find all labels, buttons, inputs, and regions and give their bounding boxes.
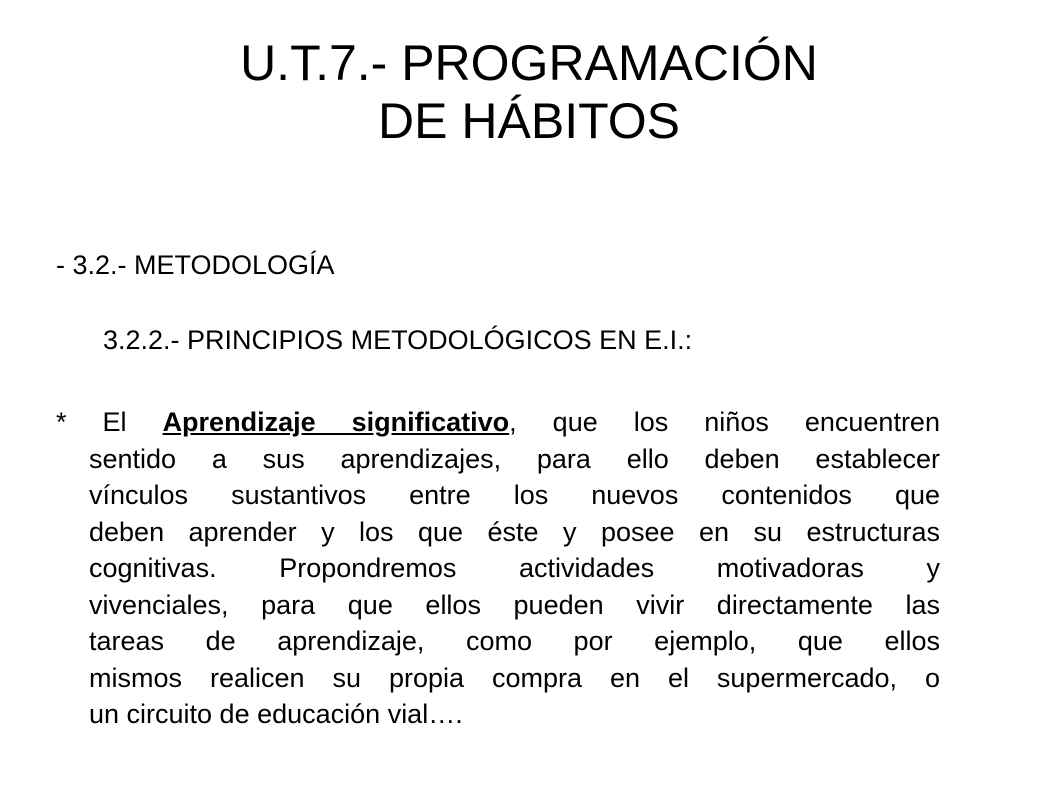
bullet-line-1 bbox=[56, 404, 940, 441]
section-heading: - 3.2.- METODOLOGÍA bbox=[56, 250, 335, 280]
key-term: Aprendizaje significativo bbox=[162, 407, 510, 437]
bullet-line-7: tareas de aprendizaje, como por ejemplo, que ellos bbox=[89, 626, 940, 656]
slide-title bbox=[0, 34, 1058, 150]
bullet-line-2: sentido a sus aprendizajes, para ello deben establecer bbox=[89, 443, 940, 474]
bullet-first-rest: , que los niños encuentren bbox=[509, 407, 940, 437]
bullet-line-5: cognitivas. Propondremos actividades motivadoras y bbox=[89, 553, 940, 583]
bullet-line-3: vínculos sustantivos entre los nuevos contenidos que bbox=[89, 480, 940, 510]
bullet-paragraph bbox=[56, 404, 940, 733]
bullet-line-4: deben aprender y los que éste y posee en su estructuras bbox=[89, 516, 940, 547]
bullet-prefix: * El bbox=[56, 407, 163, 437]
bullet-line-9: un circuito de educación vial…. bbox=[89, 699, 463, 729]
subsection-heading: 3.2.2.- PRINCIPIOS METODOLÓGICOS EN E.I.: bbox=[103, 325, 693, 355]
slide-title-line-2: DE HÁBITOS bbox=[378, 93, 680, 149]
slide-title-line-1: U.T.7.- PROGRAMACIÓN bbox=[240, 35, 818, 91]
bullet-line-6: vivenciales, para que ellos pueden vivir directamente las bbox=[89, 589, 940, 620]
bullet-line-8: mismos realicen su propia compra en el supermercado, o bbox=[89, 662, 940, 693]
